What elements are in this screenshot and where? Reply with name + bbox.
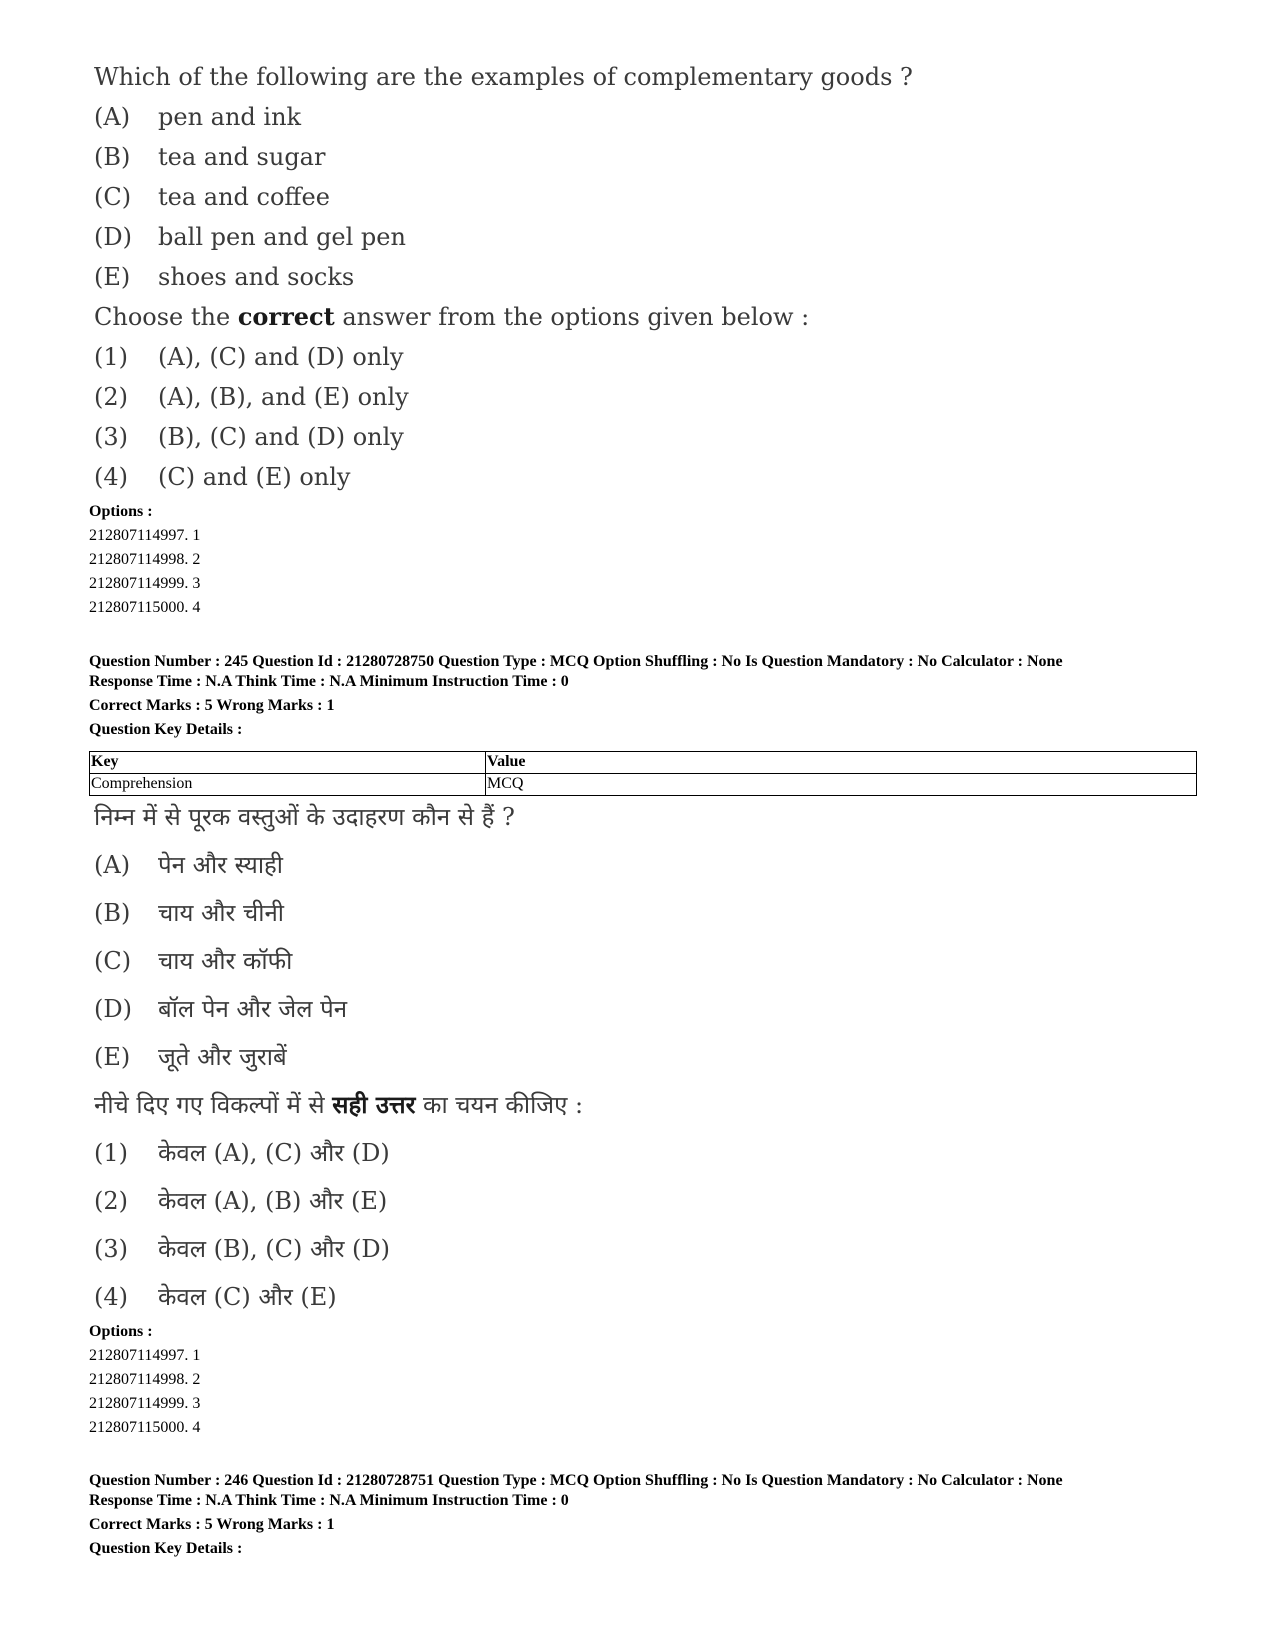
choice-label: (2) (94, 1187, 128, 1215)
choice-label: (3) (94, 1235, 128, 1263)
statement-text: चाय और कॉफी (158, 947, 293, 975)
instruction-pre: नीचे दिए गए विकल्पों में से (94, 1091, 325, 1119)
option-item: 212807115000. 4 (89, 1419, 201, 1436)
statement-label: (E) (94, 263, 131, 291)
options-heading: Options : (89, 1323, 153, 1340)
instruction-post: answer from the options given below : (342, 303, 810, 331)
options-heading: Options : (89, 503, 153, 520)
question-stem: निम्न में से पूरक वस्तुओं के उदाहरण कौन से हैं ? (94, 803, 515, 831)
key-details-heading: Question Key Details : (89, 1540, 243, 1557)
statement-label: (E) (94, 1043, 131, 1071)
statement-item (94, 262, 913, 302)
table-cell-key: Comprehension (90, 774, 486, 796)
statement-label: (C) (94, 183, 132, 211)
statement-text: चाय और चीनी (158, 899, 284, 927)
instruction-bold: correct (237, 302, 335, 331)
choice-item (94, 342, 913, 382)
choice-item (94, 382, 913, 422)
statement-item (94, 898, 583, 946)
choice-text: केवल (A), (B) और (E) (158, 1187, 388, 1215)
choice-text: (A), (B), and (E) only (158, 383, 409, 411)
table-header-value: Value (486, 752, 1197, 774)
statement-label: (B) (94, 143, 131, 171)
statement-text: जूते और जुराबें (158, 1043, 287, 1071)
choice-text: केवल (A), (C) और (D) (158, 1139, 390, 1167)
statement-label: (C) (94, 947, 132, 975)
statement-text: पेन और स्याही (158, 851, 284, 879)
statement-label: (D) (94, 995, 132, 1023)
statement-item (94, 850, 583, 898)
choice-text: (B), (C) and (D) only (158, 423, 404, 451)
statement-label: (A) (94, 851, 131, 879)
statement-text: tea and coffee (158, 183, 330, 211)
table-header-key: Key (90, 752, 486, 774)
marks-line: Correct Marks : 5 Wrong Marks : 1 (89, 697, 335, 714)
table-header-row (90, 752, 1197, 774)
option-item: 212807114999. 3 (89, 575, 201, 592)
instruction-post: का चयन कीजिए : (423, 1091, 584, 1119)
options-block (89, 500, 200, 620)
statement-label: (A) (94, 103, 131, 131)
choice-item (94, 1186, 583, 1234)
option-item: 212807114998. 2 (89, 1371, 201, 1388)
question-meta-246 (89, 1471, 1063, 1559)
choice-label: (4) (94, 463, 128, 491)
question-timing-line: Response Time : N.A Think Time : N.A Minimum Instruction Time : 0 (89, 1492, 569, 1509)
statement-item (94, 182, 913, 222)
choice-label: (2) (94, 383, 128, 411)
choice-label: (1) (94, 1139, 128, 1167)
question-image-english (94, 62, 913, 502)
choice-text: (A), (C) and (D) only (158, 343, 404, 371)
option-item: 212807115000. 4 (89, 599, 201, 616)
statement-text: ball pen and gel pen (158, 223, 406, 251)
choice-text: केवल (B), (C) और (D) (158, 1235, 390, 1263)
marks-line: Correct Marks : 5 Wrong Marks : 1 (89, 1516, 335, 1533)
choice-item (94, 1138, 583, 1186)
choice-item (94, 422, 913, 462)
choice-item (94, 462, 913, 502)
statement-text: बॉल पेन और जेल पेन (158, 995, 348, 1023)
choice-label: (1) (94, 343, 128, 371)
statement-text: pen and ink (158, 103, 302, 131)
instruction-line (94, 302, 913, 342)
instruction-line (94, 1090, 583, 1138)
option-item: 212807114997. 1 (89, 527, 201, 544)
statement-item (94, 102, 913, 142)
question-meta-245 (89, 652, 1063, 740)
table-row (90, 774, 1197, 796)
statement-item (94, 1042, 583, 1090)
option-item: 212807114997. 1 (89, 1347, 201, 1364)
options-block (89, 1320, 200, 1440)
statement-item (94, 142, 913, 182)
statement-text: shoes and socks (158, 263, 355, 291)
option-item: 212807114998. 2 (89, 551, 201, 568)
statement-item (94, 994, 583, 1042)
key-details-heading: Question Key Details : (89, 721, 243, 738)
choice-label: (3) (94, 423, 128, 451)
key-details-table (89, 751, 1197, 796)
question-image-hindi (94, 802, 583, 1330)
question-info-line: Question Number : 245 Question Id : 21280728750 Question Type : MCQ Option Shuffling : No Is Question Mandatory : No Calculator : None (89, 653, 1063, 670)
instruction-pre: Choose the (94, 303, 231, 331)
question-info-line: Question Number : 246 Question Id : 21280728751 Question Type : MCQ Option Shuffling : No Is Question Mandatory : No Calculator : None (89, 1472, 1063, 1489)
option-item: 212807114999. 3 (89, 1395, 201, 1412)
question-stem: Which of the following are the examples of complementary goods ? (94, 63, 913, 91)
statement-item (94, 222, 913, 262)
choice-label: (4) (94, 1283, 128, 1311)
statement-text: tea and sugar (158, 143, 326, 171)
statement-item (94, 946, 583, 994)
statement-label: (B) (94, 899, 131, 927)
choice-text: केवल (C) और (E) (158, 1283, 337, 1311)
statement-label: (D) (94, 223, 132, 251)
choice-text: (C) and (E) only (158, 463, 351, 491)
instruction-bold: सही उत्तर (332, 1090, 416, 1119)
table-cell-value: MCQ (486, 774, 1197, 796)
question-timing-line: Response Time : N.A Think Time : N.A Minimum Instruction Time : 0 (89, 673, 569, 690)
choice-item (94, 1234, 583, 1282)
